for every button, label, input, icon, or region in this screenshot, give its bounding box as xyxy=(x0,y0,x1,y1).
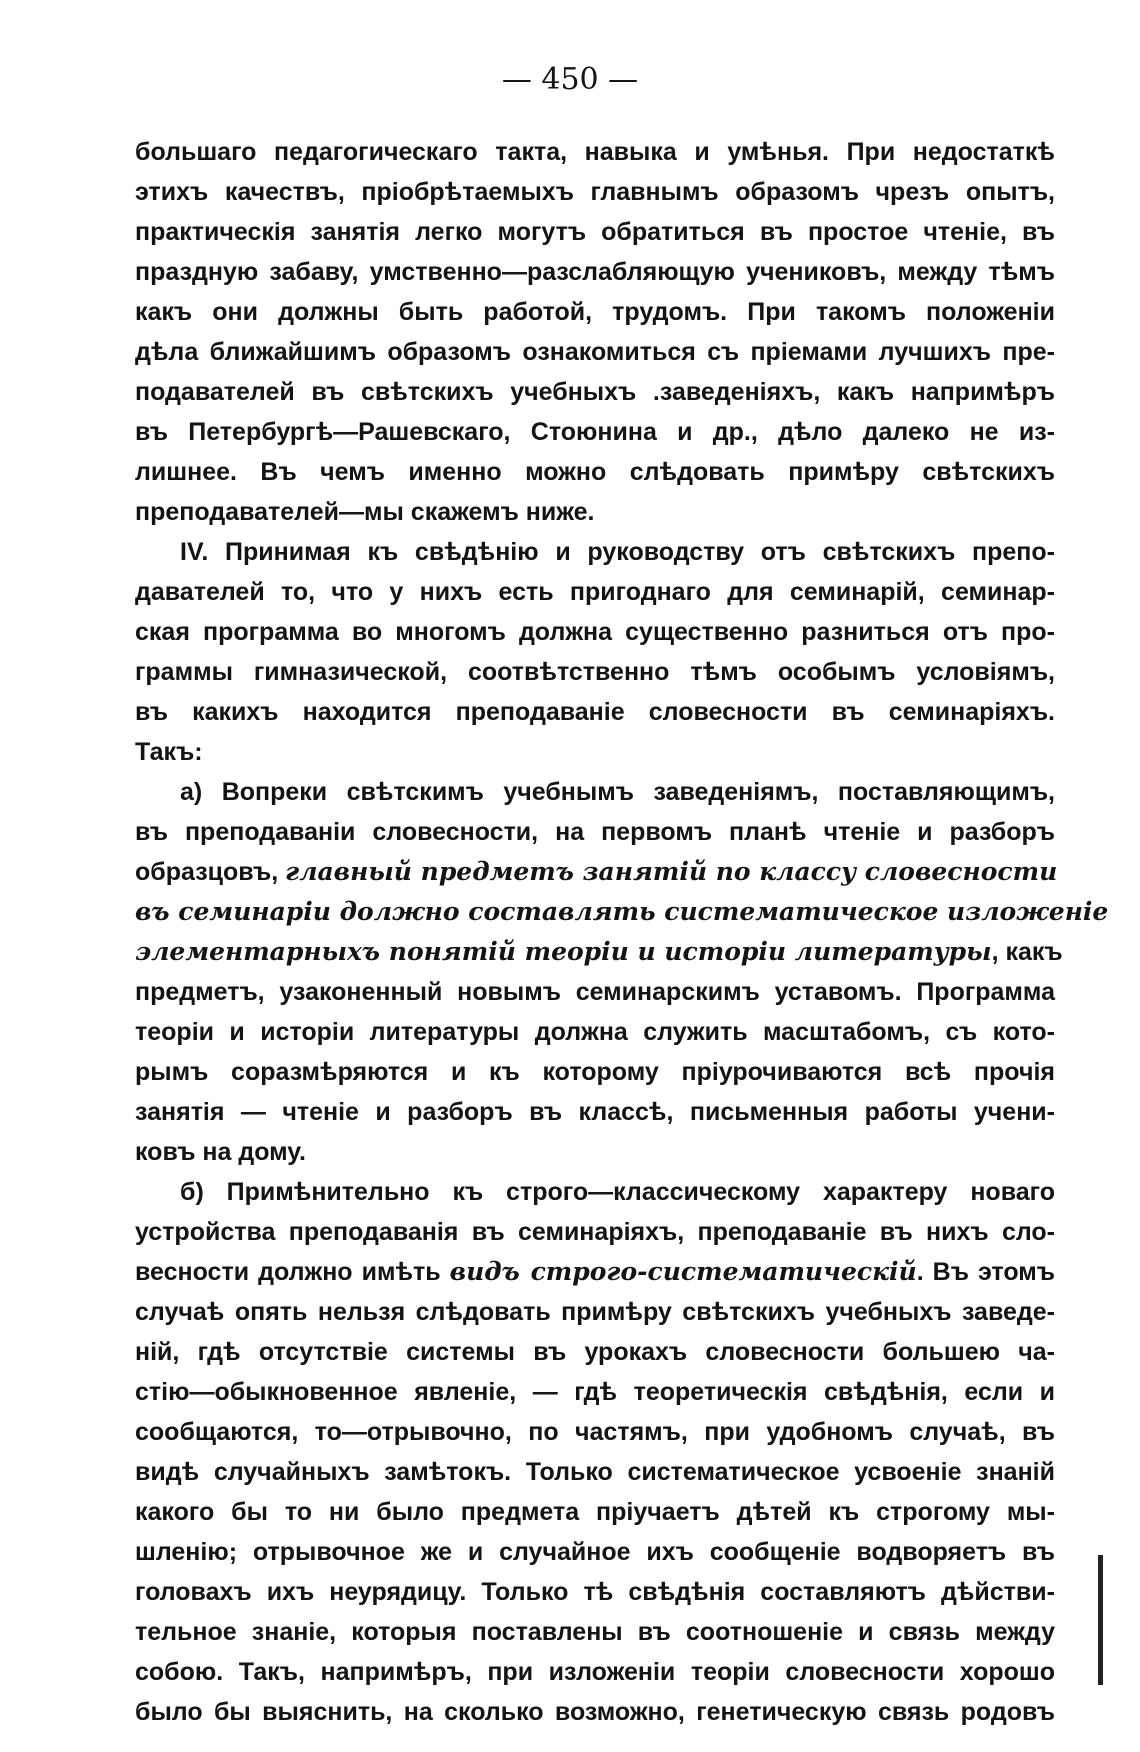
text-line: давателей то, что у нихъ есть пригоднаго для семинарій, семинар- xyxy=(135,578,1055,606)
text-line: граммы гимназической, соотвѣтственно тѣмъ особымъ условіямъ, xyxy=(135,658,1055,686)
text-line: занятія — чтеніе и разборъ въ классѣ, письменныя работы учени- xyxy=(135,1098,1055,1126)
text-line: тельное знаніе, которыя поставлены въ соотношеніе и связь между xyxy=(135,1618,1055,1646)
italic-emphasis: видъ строго-систематическій xyxy=(449,1257,917,1286)
italic-emphasis: главный предметъ занятій по классу словесности xyxy=(285,857,1058,886)
text-line: въ Петербургѣ—Рашевскаго, Стоюнина и др., дѣло далеко не из- xyxy=(135,418,1055,446)
page-number: — 450 — xyxy=(501,62,639,97)
text-line: подавателей въ свѣтскихъ учебныхъ .заведеніяхъ, какъ напримѣръ xyxy=(135,378,1055,406)
italic-emphasis: въ семинаріи должно составлять систематическое изложеніе xyxy=(135,897,1109,926)
item-a-line: а) Вопреки свѣтскимъ учебнымъ заведеніямъ, поставляющимъ, xyxy=(180,778,1055,806)
text-line: ская программа во многомъ должна существенно разниться отъ про- xyxy=(135,618,1055,646)
text-line: этихъ качествъ, пріобрѣтаемыхъ главнымъ образомъ чрезъ опытъ, xyxy=(135,178,1055,206)
text-line: образцовъ, главный предметъ занятій по классу словесности xyxy=(135,857,1058,886)
text-line: предметъ, узаконенный новымъ семинарскимъ уставомъ. Программа xyxy=(135,978,1055,1006)
text-line: элементарныхъ понятій теоріи и исторіи литературы, какъ xyxy=(135,937,1063,966)
page-edge-mark xyxy=(1098,1555,1103,1685)
text-line: праздную забаву, умственно—разслабляющую учениковъ, между тѣмъ xyxy=(135,258,1055,286)
text-line: весности должно имѣть видъ строго-систематическій. Въ этомъ xyxy=(135,1257,1056,1286)
text-line: въ преподаваніи словесности, на первомъ планѣ чтеніе и разборъ xyxy=(135,818,1055,846)
text-line: теоріи и исторіи литературы должна служить масштабомъ, съ кото- xyxy=(135,1018,1055,1046)
text-line: собою. Такъ, напримѣръ, при изложеніи теоріи словесности хорошо xyxy=(135,1658,1055,1686)
italic-emphasis: элементарныхъ понятій теоріи и исторіи литературы xyxy=(135,937,992,966)
text-line: какъ они должны быть работой, трудомъ. При такомъ положеніи xyxy=(135,298,1055,326)
text-line: рымъ соразмѣряются и къ которому пріурочиваются всѣ прочія xyxy=(135,1058,1055,1086)
text-line: какого бы то ни было предмета пріучаетъ дѣтей къ строгому мы- xyxy=(135,1498,1055,1526)
text-line: устройства преподаванія въ семинаріяхъ, преподаваніе въ нихъ сло- xyxy=(135,1218,1055,1246)
text-line: случаѣ опять нельзя слѣдовать примѣру свѣтскихъ учебныхъ заведе- xyxy=(135,1298,1055,1326)
text-line: практическія занятія легко могутъ обратиться въ простое чтеніе, въ xyxy=(135,218,1055,246)
text-line: въ какихъ находится преподаваніе словесности въ семинаріяхъ. xyxy=(135,698,1055,726)
text-line: Такъ: xyxy=(135,738,203,766)
text-line: ній, гдѣ отсутствіе системы въ урокахъ словесности большею ча- xyxy=(135,1338,1055,1366)
text-line: шленію; отрывочное же и случайное ихъ сообщеніе водворяетъ въ xyxy=(135,1538,1055,1566)
text-line: было бы выяснить, на сколько возможно, генетическую связь родовъ xyxy=(135,1698,1055,1726)
text-line: головахъ ихъ неурядицу. Только тѣ свѣдѣнія составляютъ дѣйстви- xyxy=(135,1578,1055,1606)
text-line: преподавателей—мы скажемъ ниже. xyxy=(135,498,595,526)
text-line: видѣ случайныхъ замѣтокъ. Только систематическое усвоеніе знаній xyxy=(135,1458,1055,1486)
text-line: сообщаются, то—отрывочно, по частямъ, при удобномъ случаѣ, въ xyxy=(135,1418,1055,1446)
text-line xyxy=(135,892,1109,932)
item-b-line: б) Примѣнительно къ строго—классическому характеру новаго xyxy=(180,1178,1055,1206)
text-line: ковъ на дому. xyxy=(135,1138,306,1166)
text-line: дѣла ближайшимъ образомъ ознакомиться съ пріемами лучшихъ пре- xyxy=(135,338,1055,366)
page-body xyxy=(135,132,1109,1732)
text-line: лишнее. Въ чемъ именно можно слѣдовать примѣру свѣтскихъ xyxy=(135,458,1055,486)
text-line: большаго педагогическаго такта, навыка и умѣнья. При недостаткѣ xyxy=(135,138,1055,166)
text-line: стію—обыкновенное явленіе, — гдѣ теоретическія свѣдѣнія, если и xyxy=(135,1378,1055,1406)
section-iv-heading-line: IV. Принимая къ свѣдѣнію и руководству отъ свѣтскихъ препо- xyxy=(180,538,1055,566)
